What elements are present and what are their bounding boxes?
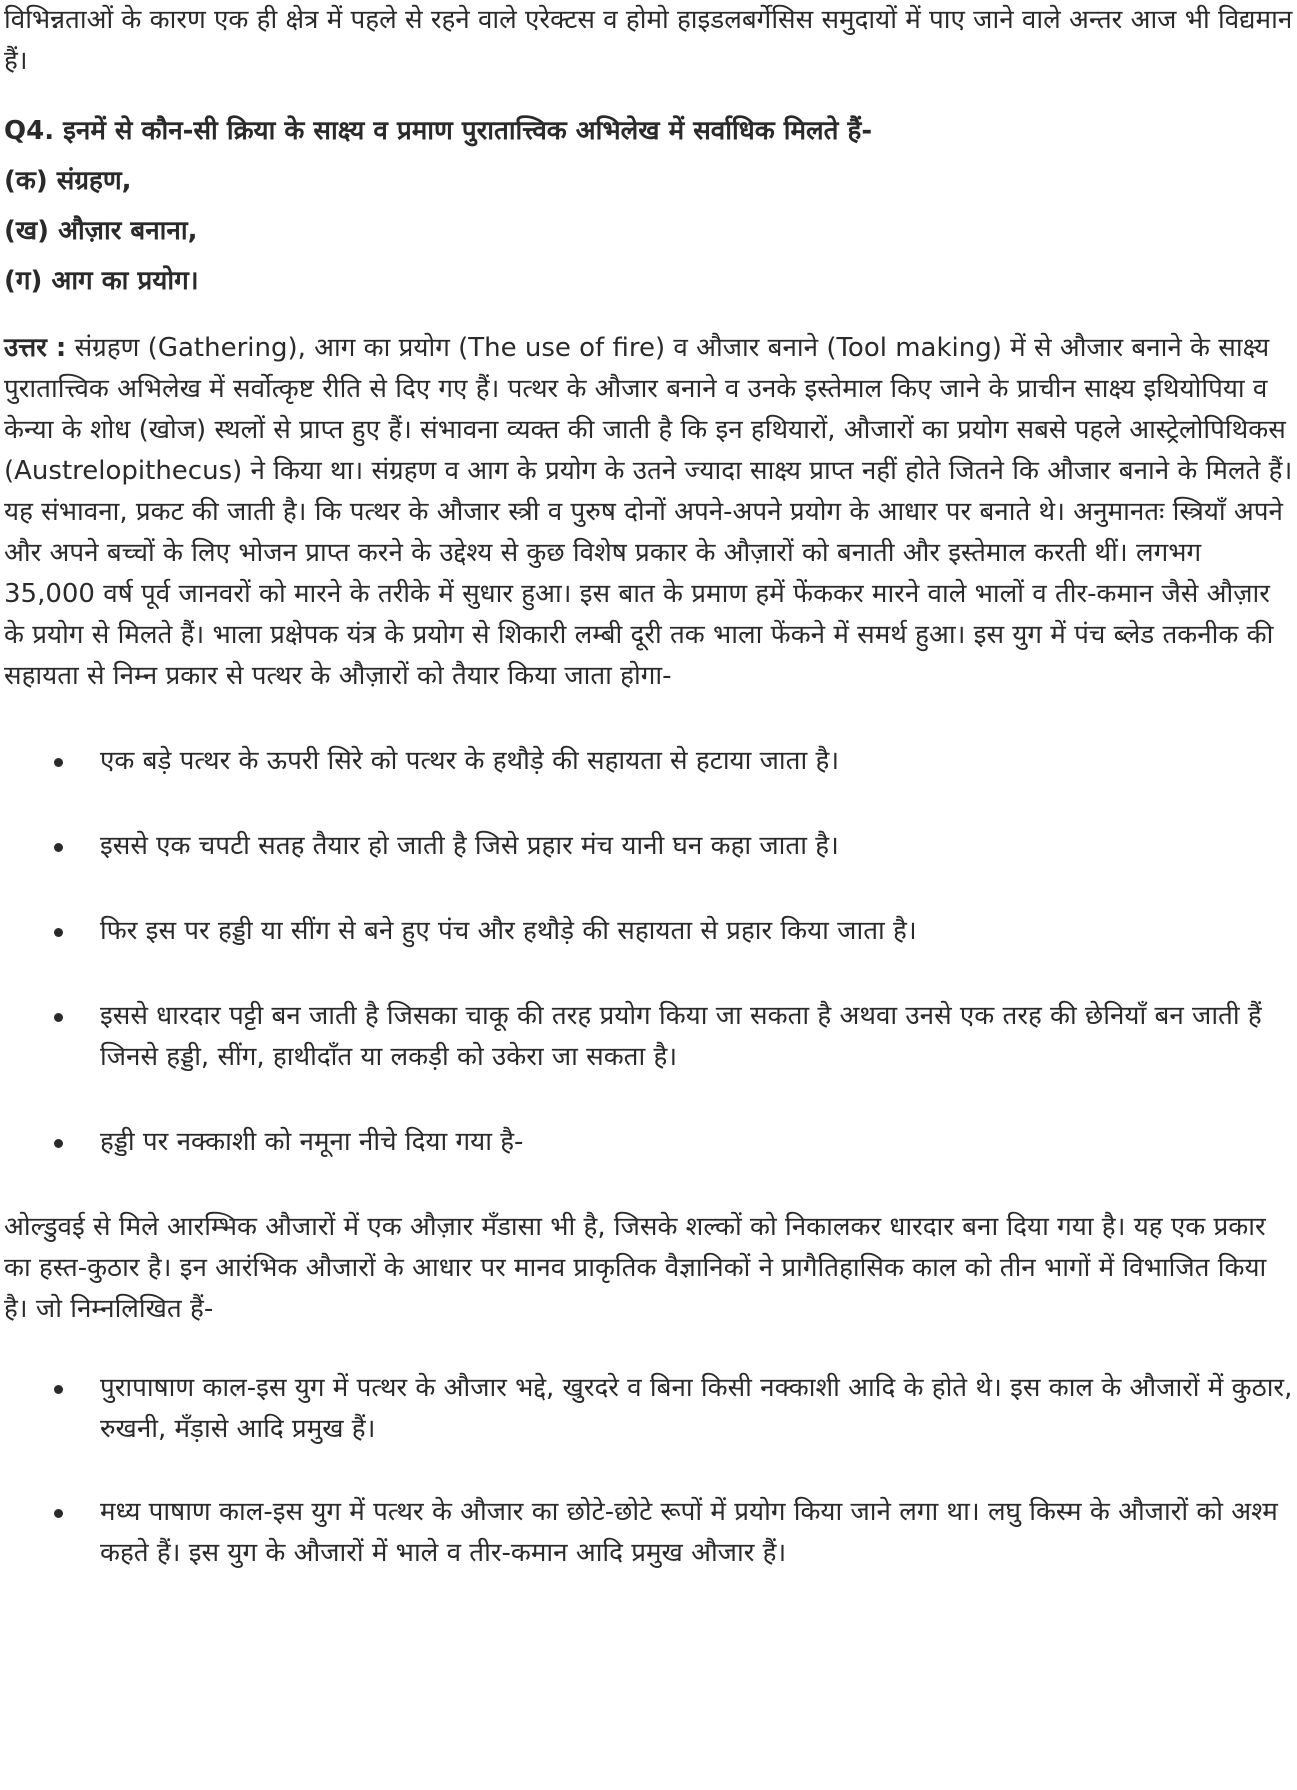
- list-item: [4, 911, 1293, 952]
- question-option-kha: (ख) औज़ार बनाना,: [4, 216, 198, 246]
- bullet-icon: [54, 1509, 63, 1518]
- bullet-icon: [54, 1385, 63, 1394]
- question-option-ka: (क) संग्रहण,: [4, 166, 132, 196]
- punch-blade-steps-list: [4, 741, 1293, 1163]
- bullet-icon: [54, 1013, 63, 1022]
- answer-paragraph: [4, 328, 1293, 697]
- list-item-text: पुरापाषाण काल-इस युग में पत्थर के औजार भद्दे, खुरदरे व बिना किसी नक्काशी आदि के होते थे। इस काल के औजारों में कुठार, रुखनी, मँड़ासे आदि प्रमुख हैं।: [100, 1373, 1293, 1444]
- list-item: [4, 1122, 1293, 1163]
- bullet-icon: [54, 758, 63, 767]
- bullet-icon: [54, 928, 63, 937]
- olduvai-paragraph: ओल्डुवई से मिले आरम्भिक औजारों में एक औज़ार मँडासा भी है, जिसके शल्कों को निकालकर धारदार बना दिया गया है। यह एक प्रकार का हस्त-कुठार है। इन आरंभिक औजारों के आधार पर मानव प्राकृतिक वैज्ञानिकों ने प्रागैतिहासिक काल को तीन भागों में विभाजित किया है। जो निम्नलिखित हैं-: [4, 1212, 1267, 1324]
- list-item-text: हड्डी पर नक्काशी को नमूना नीचे दिया गया है-: [100, 1127, 524, 1157]
- answer-label: उत्तर :: [4, 333, 67, 363]
- bullet-icon: [54, 1139, 63, 1148]
- intro-paragraph: विभिन्नताओं के कारण एक ही क्षेत्र में पहले से रहने वाले एरेक्टस व होमो हाइडलबर्गेसिस समुदायों में पाए जाने वाले अन्तर आज भी विद्यमान हैं।: [4, 5, 1293, 76]
- list-item: [4, 1368, 1293, 1450]
- question-block: [4, 106, 1293, 306]
- list-item: [4, 996, 1293, 1078]
- list-item: [4, 741, 1293, 782]
- periods-list: [4, 1368, 1293, 1574]
- list-item-text: इससे धारदार पट्टी बन जाती है जिसका चाकू की तरह प्रयोग किया जा सकता है अथवा उनसे एक तरह की छेनियाँ बन जाती हैं जिनसे हड्डी, सींग, हाथीदाँत या लकड़ी को उकेरा जा सकता है।: [100, 1001, 1262, 1072]
- list-item: [4, 826, 1293, 867]
- list-item-text: मध्य पाषाण काल-इस युग में पत्थर के औजार का छोटे-छोटे रूपों में प्रयोग किया जाने लगा था। लघु किस्म के औजारों को अश्म कहते हैं। इस युग के औजारों में भाले व तीर-कमान आदि प्रमुख औजार हैं।: [100, 1497, 1278, 1568]
- question-option-ga: (ग) आग का प्रयोग।: [4, 266, 199, 296]
- list-item-text: फिर इस पर हड्डी या सींग से बने हुए पंच और हथौड़े की सहायता से प्रहार किया जाता है।: [100, 916, 917, 946]
- question-text: Q4. इनमें से कौन-सी क्रिया के साक्ष्य व प्रमाण पुरातात्त्विक अभिलेख में सर्वाधिक मिलते हैं-: [4, 116, 873, 146]
- list-item: [4, 1492, 1293, 1574]
- bullet-icon: [54, 843, 63, 852]
- list-item-text: इससे एक चपटी सतह तैयार हो जाती है जिसे प्रहार मंच यानी घन कहा जाता है।: [100, 831, 839, 861]
- answer-text: संग्रहण (Gathering), आग का प्रयोग (The use of fire) व औजार बनाने (Tool making) में से औजार बनाने के साक्ष्य पुरातात्त्विक अभिलेख में सर्वोत्कृष्ट रीति से दिए गए हैं। पत्थर के औजार बनाने व उनके इस्तेमाल किए जाने के प्राचीन साक्ष्य इथियोपिया व केन्या के शोध (खोज) स्थलों से प्राप्त हुए हैं। संभावना व्यक्त की जाती है कि इन हथियारों, औजारों का प्रयोग सबसे पहले आस्ट्रेलोपिथिकस (Austrelopithecus) ने किया था। संग्रहण व आग के प्रयोग के उतने ज्यादा साक्ष्य प्राप्त नहीं होते जितने कि औजार बनाने के मिलते हैं। यह संभावना, प्रकट की जाती है। कि पत्थर के औजार स्त्री व पुरुष दोनों अपने-अपने प्रयोग के आधार पर बनाते थे। अनुमानतः स्त्रियाँ अपने और अपने बच्चों के लिए भोजन प्राप्त करने के उद्देश्य से कुछ विशेष प्रकार के औज़ारों को बनाती और इस्तेमाल करती थीं। लगभग 35,000 वर्ष पूर्व जानवरों को मारने के तरीके में सुधार हुआ। इस बात के प्रमाण हमें फेंककर मारने वाले भालों व तीर-कमान जैसे औज़ार के प्रयोग से मिलते हैं। भाला प्रक्षेपक यंत्र के प्रयोग से शिकारी लम्बी दूरी तक भाला फेंकने में समर्थ हुआ। इस युग में पंच ब्लेड तकनीक की सहायता से निम्न प्रकार से पत्थर के औज़ारों को तैयार किया जाता होगा-: [4, 333, 1293, 691]
- list-item-text: एक बड़े पत्थर के ऊपरी सिरे को पत्थर के हथौड़े की सहायता से हटाया जाता है।: [100, 746, 840, 776]
